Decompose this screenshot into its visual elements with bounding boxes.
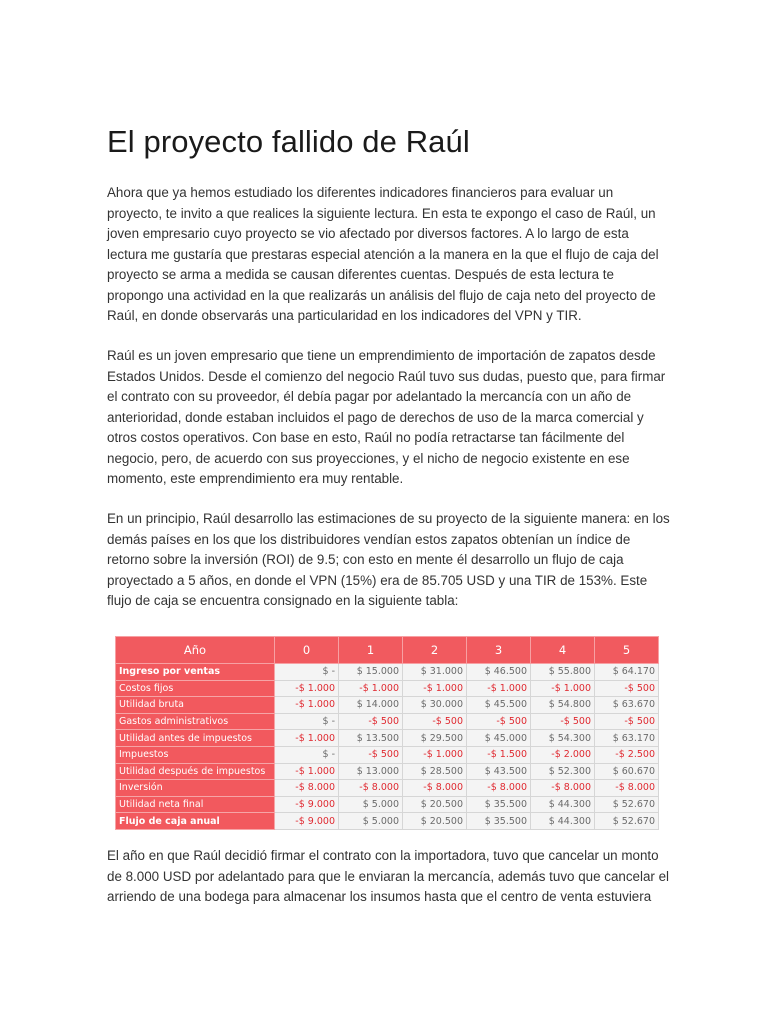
table-cell: $ 5.000 (339, 796, 403, 813)
table-cell: -$ 2.500 (595, 746, 659, 763)
paragraph-line: de 8.000 USD por adelantado para que le enviaran la mercancía, además tuvo que cancelar el (107, 868, 670, 884)
table-cell: -$ 500 (595, 713, 659, 730)
table-cell: -$ 500 (339, 746, 403, 763)
table-row (116, 713, 659, 730)
table-cell: $ 55.800 (531, 664, 595, 681)
table-row (116, 664, 659, 681)
table-cell: $ 14.000 (339, 697, 403, 714)
table-cell: $ 20.500 (403, 813, 467, 830)
paragraph-background (107, 346, 667, 490)
row-label: Inversión (116, 780, 275, 797)
table-cell: -$ 1.000 (275, 697, 339, 714)
table-cell: $ 54.300 (531, 730, 595, 747)
row-label: Gastos administrativos (116, 713, 275, 730)
paragraph-line: momento, este emprendimiento era muy rentable. (107, 471, 404, 486)
table-cell: -$ 2.000 (531, 746, 595, 763)
table-cell: $ 5.000 (339, 813, 403, 830)
header-cell: 1 (339, 637, 403, 664)
table-body (116, 664, 659, 830)
header-cell: 4 (531, 637, 595, 664)
table-row (116, 763, 659, 780)
table-cell: $ 45.500 (467, 697, 531, 714)
table-row (116, 813, 659, 830)
table-cell: $ 28.500 (403, 763, 467, 780)
table-cell: $ 64.170 (595, 664, 659, 681)
row-label: Flujo de caja anual (116, 813, 275, 830)
table-cell: -$ 9.000 (275, 796, 339, 813)
table-cell: $ 30.000 (403, 697, 467, 714)
paragraph-line: En un principio, Raúl desarrollo las estimaciones de su proyecto de la siguiente manera: en los (107, 511, 670, 526)
paragraph-line: el contrato con su proveedor, él debía pagar por adelantado la mercancía con un año de (107, 389, 632, 404)
table-cell: $ 44.300 (531, 796, 595, 813)
paragraph-line: Raúl es un joven empresario que tiene un emprendimiento de importación de zapatos desde (107, 348, 656, 363)
table-cell: -$ 1.000 (275, 680, 339, 697)
table-cell: -$ 1.500 (467, 746, 531, 763)
table-header-row (116, 637, 659, 664)
paragraph-estimates (107, 509, 670, 612)
row-label: Utilidad neta final (116, 796, 275, 813)
table-cell: -$ 9.000 (275, 813, 339, 830)
table-cell: -$ 500 (595, 680, 659, 697)
table-cell: -$ 8.000 (467, 780, 531, 797)
header-cell: 3 (467, 637, 531, 664)
paragraph-intro (107, 183, 667, 327)
table-cell: -$ 1.000 (531, 680, 595, 697)
table-cell: -$ 500 (467, 713, 531, 730)
paragraph-line: El año en que Raúl decidió firmar el contrato con la importadora, tuvo que cancelar un monto (107, 848, 659, 863)
paragraph-line: proyectado a 5 años, en donde el VPN (15%) era de 85.705 USD y una TIR de 153%. Este (107, 572, 648, 588)
page-title: El proyecto fallido de Raúl (107, 124, 470, 159)
table-cell: $ 31.000 (403, 664, 467, 681)
paragraph-line: proyecto se arma a medida se causan diferentes cuentas. Después de esta lectura te (107, 267, 614, 282)
table-cell: -$ 500 (339, 713, 403, 730)
table-cell: $ 63.670 (595, 697, 659, 714)
row-label: Utilidad después de impuestos (116, 763, 275, 780)
table-cell: $ 44.300 (531, 813, 595, 830)
paragraph-line: flujo de caja se encuentra consignado en la siguiente tabla: (107, 593, 459, 608)
table-row (116, 697, 659, 714)
paragraph-line: propongo una actividad en la que realizarás un análisis del flujo de caja neto del proyecto de (107, 287, 656, 303)
table-cell: -$ 8.000 (339, 780, 403, 797)
table-cell: -$ 1.000 (275, 763, 339, 780)
table-cell: $ 46.500 (467, 664, 531, 681)
table-row (116, 730, 659, 747)
table-cell: $ 35.500 (467, 796, 531, 813)
paragraph-line: demás países en los que los distribuidores vendían estos zapatos obtenían un índice de (107, 531, 631, 547)
paragraph-line: arriendo de una bodega para almacenar los insumos hasta que el centro de venta estuviera (107, 889, 652, 904)
table-row (116, 680, 659, 697)
table-cell: -$ 8.000 (531, 780, 595, 797)
table-cell: $ 54.800 (531, 697, 595, 714)
row-label: Ingreso por ventas (116, 664, 275, 681)
table-row (116, 796, 659, 813)
row-label: Costos fijos (116, 680, 275, 697)
table-row (116, 746, 659, 763)
table-cell: $ - (275, 746, 339, 763)
table-cell: $ 13.000 (339, 763, 403, 780)
paragraph-line: retorno sobre la inversión (ROI) de 9.5; con esto en mente él desarrollo un flujo de caja (107, 552, 624, 567)
table-cell: $ 60.670 (595, 763, 659, 780)
table-cell: -$ 1.000 (403, 680, 467, 697)
table-cell: -$ 8.000 (403, 780, 467, 797)
cash-flow-table (115, 636, 659, 830)
table-cell: $ - (275, 664, 339, 681)
table-cell: -$ 500 (531, 713, 595, 730)
table-cell: $ 63.170 (595, 730, 659, 747)
table-cell: $ 43.500 (467, 763, 531, 780)
table-cell: -$ 1.000 (403, 746, 467, 763)
table-cell: $ 20.500 (403, 796, 467, 813)
table-cell: $ 29.500 (403, 730, 467, 747)
paragraph-line: Ahora que ya hemos estudiado los diferentes indicadores financieros para evaluar un (107, 185, 614, 200)
table-cell: $ 15.000 (339, 664, 403, 681)
table-cell: -$ 8.000 (275, 780, 339, 797)
table-cell: -$ 1.000 (339, 680, 403, 697)
header-cell: 5 (595, 637, 659, 664)
paragraph-line: lectura me gustaría que prestaras especial atención a la manera en la que el flujo de caja del (107, 246, 659, 262)
paragraph-line: anterioridad, donde estaban incluidos el pago de derechos de uso de la marca comercial y (107, 409, 644, 425)
paragraph-line: negocio, pero, de acuerdo con sus proyecciones, y el nicho de negocio existente en ese (107, 450, 630, 466)
table-cell: $ 35.500 (467, 813, 531, 830)
table-cell: $ 45.000 (467, 730, 531, 747)
table-cell: $ 52.670 (595, 813, 659, 830)
row-label: Impuestos (116, 746, 275, 763)
table-cell: $ 13.500 (339, 730, 403, 747)
table-cell: $ 52.300 (531, 763, 595, 780)
table-cell: -$ 8.000 (595, 780, 659, 797)
paragraph-contract (107, 846, 670, 908)
header-cell: Año (116, 637, 275, 664)
table-cell: -$ 1.000 (467, 680, 531, 697)
table-cell: $ - (275, 713, 339, 730)
table-cell: -$ 1.000 (275, 730, 339, 747)
table-cell: $ 52.670 (595, 796, 659, 813)
table-row (116, 780, 659, 797)
header-cell: 0 (275, 637, 339, 664)
row-label: Utilidad bruta (116, 697, 275, 714)
paragraph-line: otros costos operativos. Con base en esto, Raúl no podía retractarse tan fácilmente del (107, 430, 625, 445)
table-cell: -$ 500 (403, 713, 467, 730)
paragraph-line: Estados Unidos. Desde el comienzo del negocio Raúl tuvo sus dudas, puesto que, para firmar (107, 368, 666, 384)
paragraph-line: Raúl, en donde observarás una particularidad en los indicadores del VPN y TIR. (107, 308, 582, 323)
paragraph-line: proyecto, te invito a que realices la siguiente lectura. En esta te expongo el caso de Raúl, un (107, 205, 656, 221)
header-cell: 2 (403, 637, 467, 664)
paragraph-line: joven empresario cuyo proyecto se vio afectado por diversos factores. A lo largo de esta (107, 226, 629, 241)
row-label: Utilidad antes de impuestos (116, 730, 275, 747)
